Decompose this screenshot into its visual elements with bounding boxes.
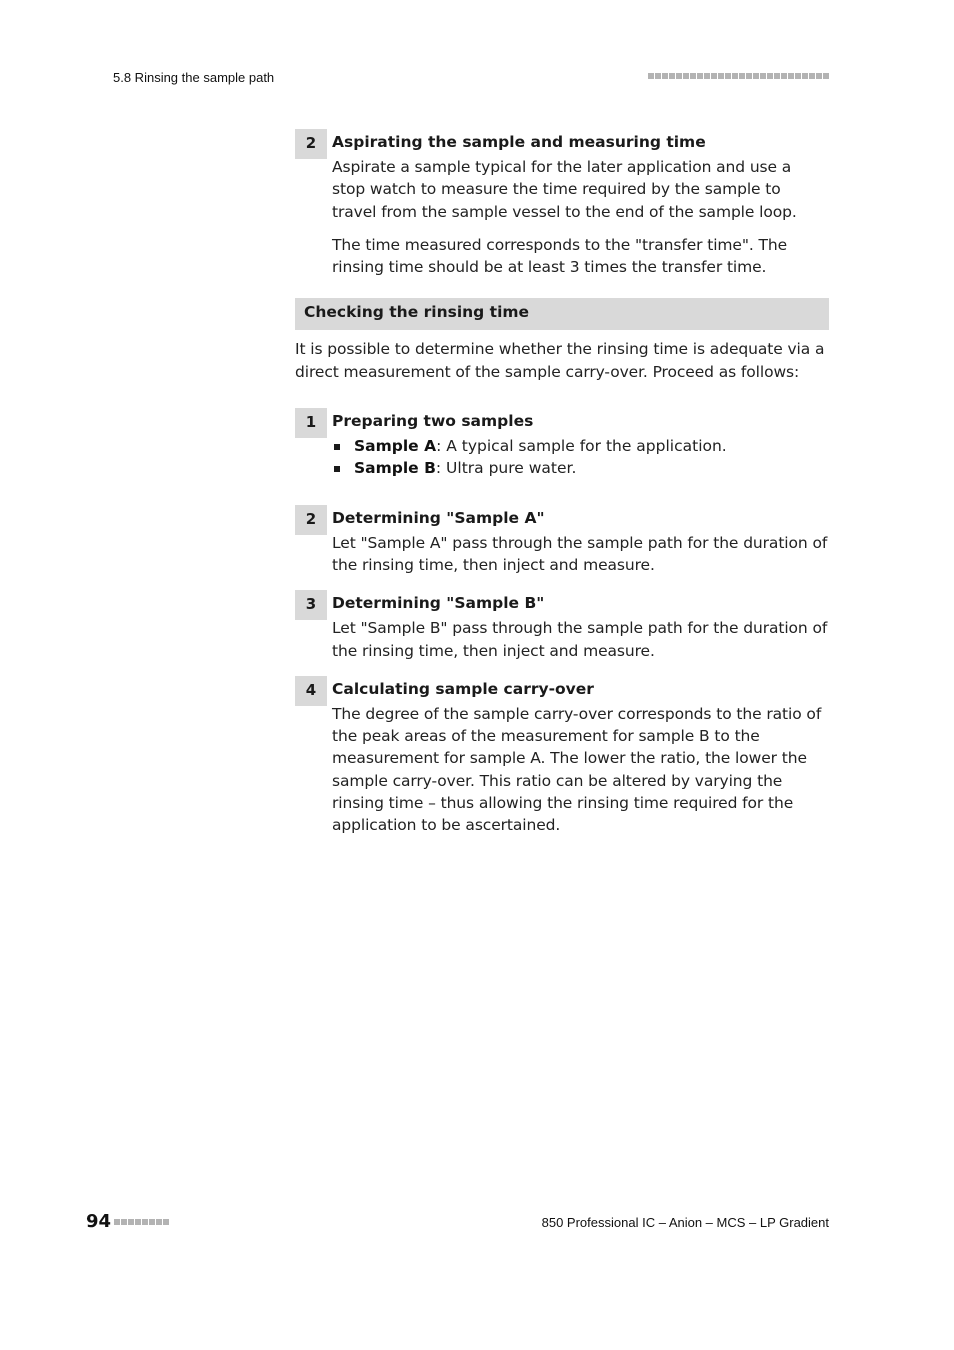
step-number: 4: [295, 676, 327, 706]
step-number: 3: [295, 590, 327, 620]
sample-description: : A typical sample for the application.: [436, 437, 727, 456]
bullet-icon: [334, 444, 340, 450]
step-title: Aspirating the sample and measuring time: [332, 133, 706, 151]
step-determining-sample-b: [295, 590, 829, 662]
step-preparing-samples: [295, 408, 829, 480]
sample-name: Sample B: [354, 459, 436, 478]
list-item: [332, 435, 829, 457]
footer-decoration: [114, 1219, 169, 1225]
section-intro: It is possible to determine whether the rinsing time is adequate via a direct measurement of the sample carry-over. Proceed as follows:: [295, 340, 825, 381]
step-number: 1: [295, 408, 327, 438]
step-paragraph: Let "Sample A" pass through the sample path for the duration of the rinsing time, then inject and measure.: [332, 533, 828, 574]
step-title: Determining "Sample B": [332, 594, 545, 613]
step-paragraph: Aspirate a sample typical for the later application and use a stop watch to measure the time required by the sample to travel from the sample vessel to the end of the sample loop.: [332, 158, 797, 221]
step-number: 2: [295, 129, 327, 159]
sample-description: : Ultra pure water.: [435, 459, 577, 478]
step-calculating-carry-over: [295, 676, 829, 837]
sample-list: [332, 435, 829, 480]
step-title: Calculating sample carry-over: [332, 679, 594, 698]
header-section-title: 5.8 Rinsing the sample path: [113, 70, 275, 85]
section-heading: Checking the rinsing time: [295, 298, 829, 330]
step-paragraph: The time measured corresponds to the "transfer time". The rinsing time should be at least 3 times the transfer time.: [332, 235, 788, 277]
sample-name: Sample A: [354, 437, 437, 456]
step-title: Preparing two samples: [332, 412, 534, 431]
step-title: Determining "Sample A": [332, 508, 545, 527]
step-aspirating: [295, 129, 829, 278]
step-number: 2: [295, 505, 327, 535]
page-number: 94: [86, 1211, 112, 1232]
list-item: [332, 457, 829, 479]
main-content: [295, 129, 829, 848]
bullet-icon: [334, 466, 340, 472]
step-paragraph: Let "Sample B" pass through the sample path for the duration of the rinsing time, then inject and measure.: [332, 619, 828, 660]
document-title: 850 Professional IC – Anion – MCS – LP Gradient: [541, 1215, 829, 1230]
step-paragraph: The degree of the sample carry-over corresponds to the ratio of the peak areas of the measurement for sample B to the measurement for sample A. The lower the ratio, the lower the sample carry-over. This ratio can be altered by varying the rinsing time – thus allowing the rinsing time required for the application to be ascertained.: [332, 704, 822, 835]
header-decoration: [648, 73, 829, 79]
step-determining-sample-a: [295, 505, 829, 577]
